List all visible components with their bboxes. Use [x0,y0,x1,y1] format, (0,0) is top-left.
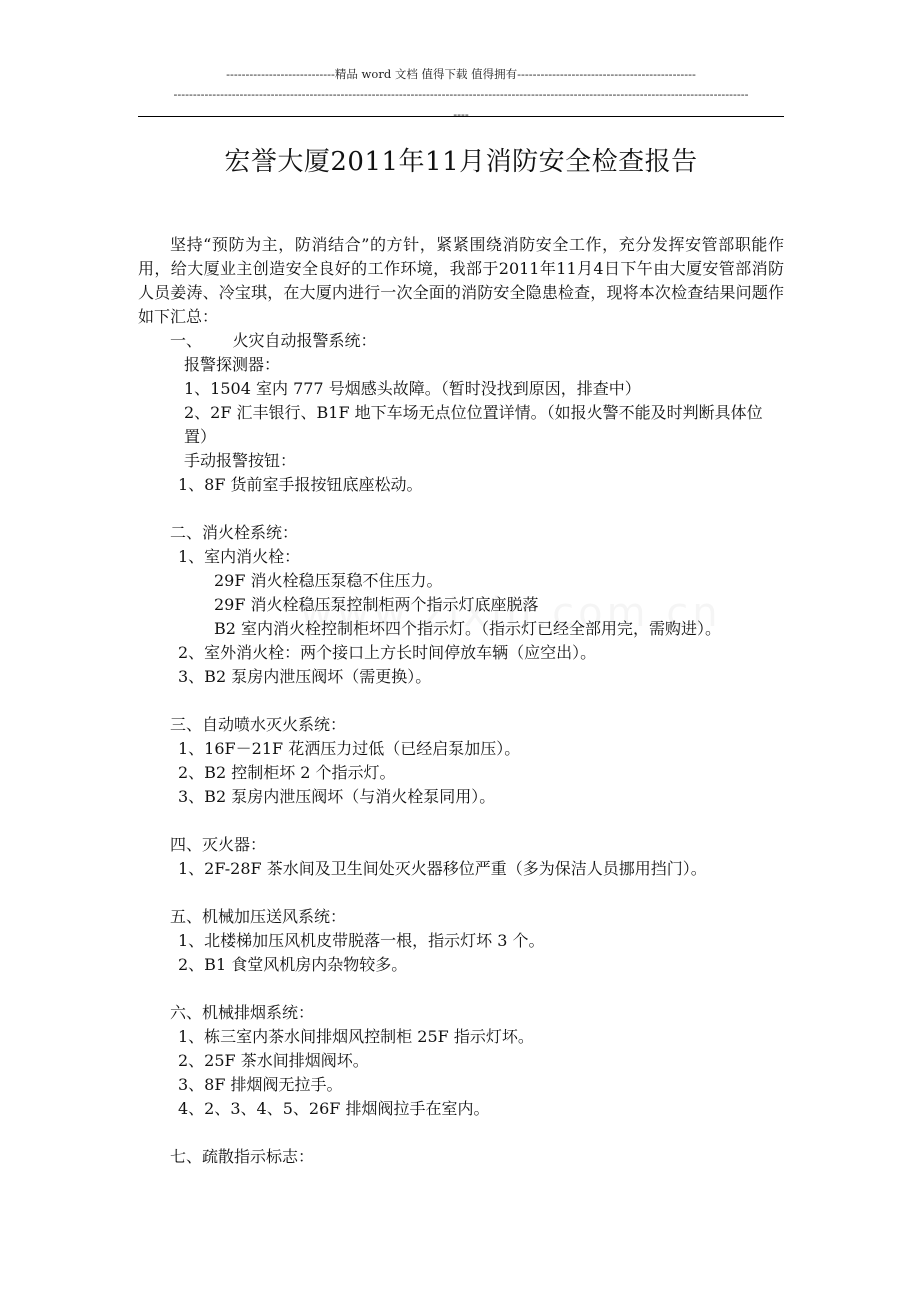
header-dash-line: ---------------------------------------------------------------------------------------------------------------------------------------------------- [173,87,749,101]
spacer [138,881,784,905]
header-rule [138,116,784,117]
section-heading: 七、疏散指示标志： [170,1147,315,1166]
list-item: 29F 消火栓稳压泵控制柜两个指示灯底座脱落 [214,595,539,614]
list-item: 2、B2 控制柜坏 2 个指示灯。 [178,763,396,782]
list-item [138,401,784,449]
section-heading: 四、灭火器： [170,835,267,854]
header-dash-tail: ---- [453,107,469,121]
section-heading: 二、消火栓系统： [170,523,299,542]
page-header [138,64,784,124]
spacer [138,689,784,713]
list-item: 29F 消火栓稳压泵稳不住压力。 [214,571,443,590]
list-item-text: 2、2F 汇丰银行、B1F 地下车场无点位位置详情。（如报火警不能及时判断具体位置） [184,403,763,446]
section-heading: 一、 火灾自动报警系统： [170,331,377,350]
list-item: 2、25F 茶水间排烟阀坏。 [178,1051,369,1070]
list-item: 3、8F 排烟阀无拉手。 [178,1075,343,1094]
list-item: 1、室内消火栓： [178,547,301,566]
spacer [138,497,784,521]
document-body [138,233,784,1169]
list-item: 3、B2 泵房内泄压阀坏（与消火栓泵同用）。 [178,787,496,806]
list-item: 1、2F-28F 茶水间及卫生间处灭火器移位严重（多为保洁人员挪用挡门）。 [178,859,707,878]
list-item: 2、B1 食堂风机房内杂物较多。 [178,955,408,974]
spacer [138,1121,784,1145]
subsection-heading: 报警探测器： [184,355,281,374]
list-item: 1、北楼梯加压风机皮带脱落一根，指示灯坏 3 个。 [178,931,545,950]
list-item: 1、栋三室内茶水间排烟风控制柜 25F 指示灯坏。 [178,1027,534,1046]
header-banner: ----------------------------精品 word 文档 值得下载 值得拥有---------------------------------------------- [226,67,696,81]
list-item: 1、8F 货前室手报按钮底座松动。 [178,475,423,494]
section-heading: 三、自动喷水灭火系统： [170,715,347,734]
list-item: 3、B2 泵房内泄压阀坏（需更换）。 [178,667,432,686]
section-heading: 五、机械加压送风系统： [170,907,347,926]
spacer [138,809,784,833]
document-title: 宏誉大厦2011年11月消防安全检查报告 [224,147,698,177]
spacer [138,977,784,1001]
subsection-heading: 手动报警按钮： [184,451,297,470]
list-item: 4、2、3、4、5、26F 排烟阀拉手在室内。 [178,1099,490,1118]
list-item: 1、1504 室内 777 号烟感头故障。（暂时没找到原因，排查中） [184,379,641,398]
list-item: 2、室外消火栓：两个接口上方长时间停放车辆（应空出）。 [178,643,597,662]
section-heading: 六、机械排烟系统： [170,1003,315,1022]
intro-paragraph: 坚持“预防为主，防消结合”的方针，紧紧围绕消防安全工作，充分发挥安管部职能作用，给大厦业主创造安全良好的工作环境，我部于2011年11月4日下午由大厦安管部消防人员姜涛、冷宝琪，在大厦内进行一次全面的消防安全隐患检查，现将本次检查结果问题作如下汇总： [138,235,784,326]
list-item: 1、16F－21F 花洒压力过低（已经启泵加压）。 [178,739,521,758]
list-item: B2 室内消火栓控制柜坏四个指示灯。（指示灯已经全部用完，需购进）。 [214,619,722,638]
